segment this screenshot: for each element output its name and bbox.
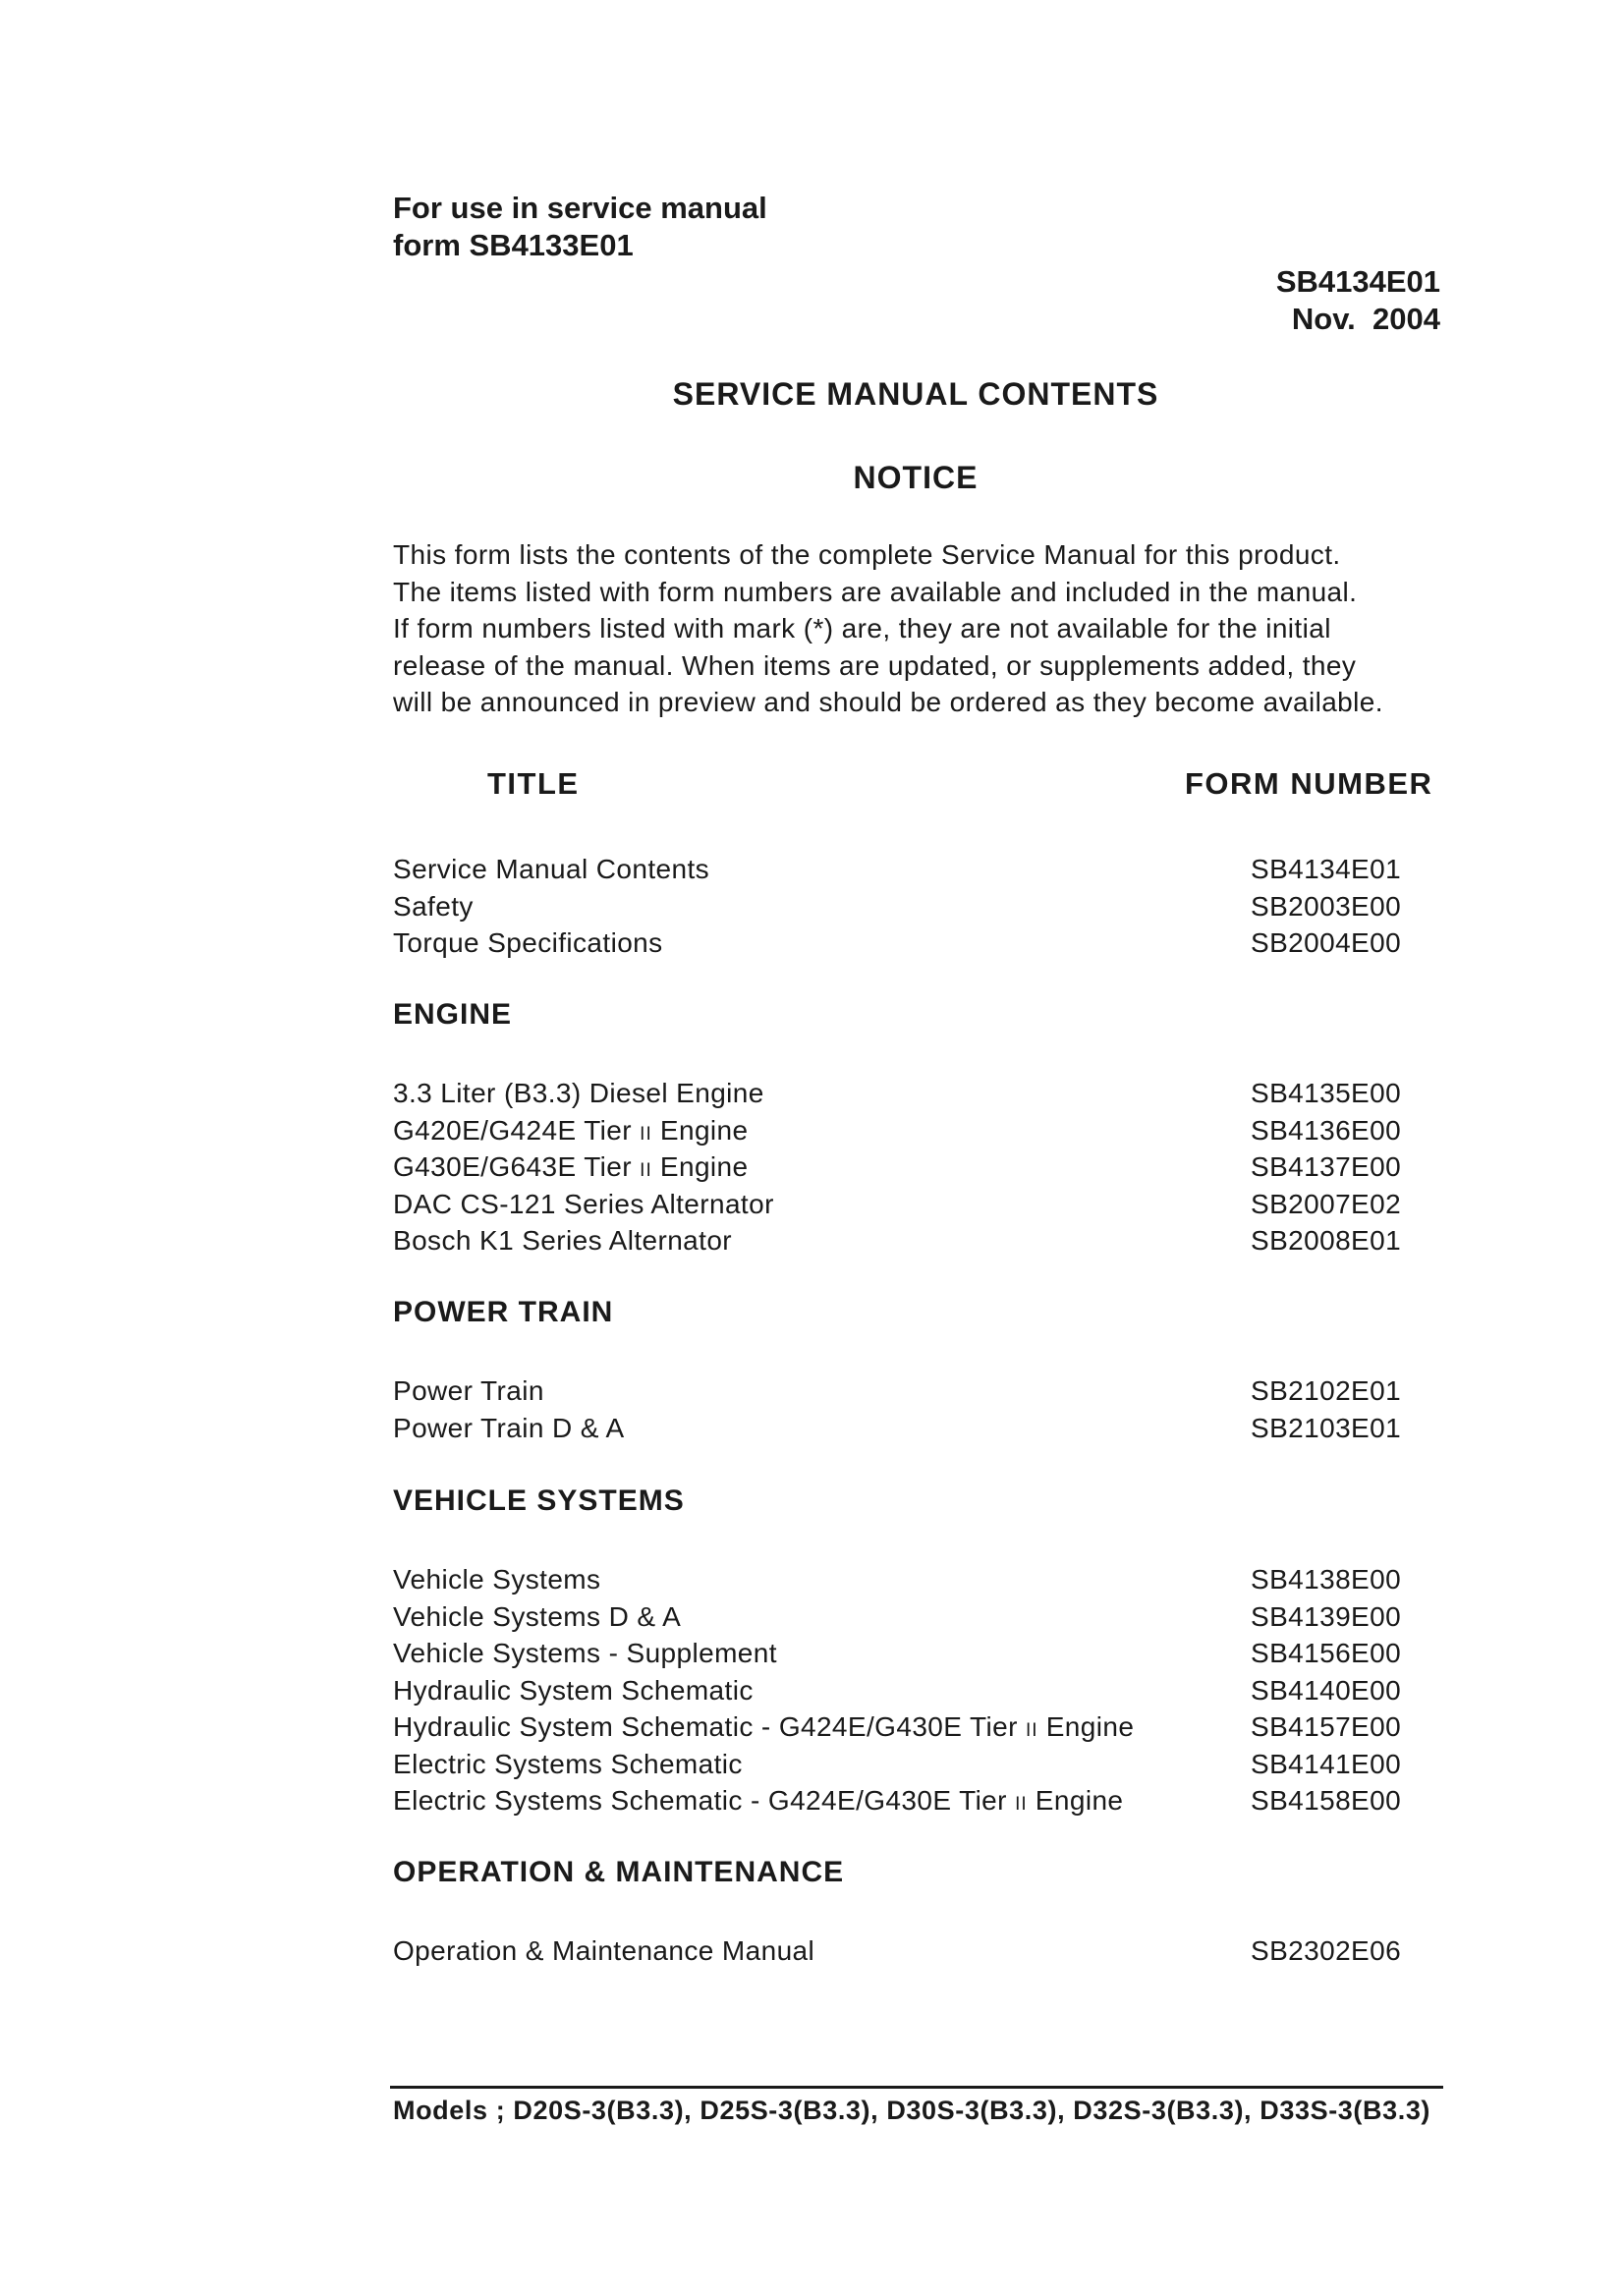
notice-paragraph [393,536,1383,721]
tier-numeral: II [640,1123,652,1145]
tier-numeral: II [1015,1794,1028,1815]
row-title-part: Engine [651,1151,749,1182]
contents-row [393,1372,1405,1410]
row-title: Hydraulic System Schematic [393,1674,754,1706]
row-title: Service Manual Contents [393,854,710,884]
row-form-number: SB2103E01 [1251,1412,1402,1443]
notice-line: This form lists the contents of the complete Service Manual for this product. [393,539,1341,570]
contents-row [393,1222,1405,1259]
row-form-number: SB4134E01 [1251,854,1402,884]
row-form-number: SB4158E00 [1251,1785,1402,1816]
row-title: Operation & Maintenance Manual [393,1935,815,1966]
row-title-part: Engine [651,1114,749,1146]
row-title [393,1708,1134,1750]
row-form-number: SB4138E00 [1251,1564,1402,1595]
contents-row [393,1672,1405,1709]
row-form-number: SB4141E00 [1251,1748,1402,1779]
row-form-number: SB2003E00 [1251,890,1402,922]
section-heading-power-train: POWER TRAIN [393,1296,614,1328]
contents-row [393,888,1405,925]
row-title: Torque Specifications [393,927,663,958]
row-title-part: G420E/G424E Tier [393,1114,641,1146]
row-title [393,1782,1123,1823]
row-form-number: SB2007E02 [1251,1188,1402,1219]
contents-row [393,1598,1405,1636]
contents-row [393,1186,1405,1223]
contents-row [393,1410,1405,1447]
row-form-number: SB2302E06 [1251,1935,1402,1966]
column-header-form-number: FORM NUMBER [1185,766,1433,801]
page-title: SERVICE MANUAL CONTENTS [672,376,1159,412]
row-title-part: G430E/G643E Tier [393,1151,641,1182]
section-heading-operation-maintenance: OPERATION & MAINTENANCE [393,1856,845,1888]
row-form-number: SB4136E00 [1251,1114,1402,1146]
header-usage-note [393,190,767,264]
footer-models: Models ; D20S-3(B3.3), D25S-3(B3.3), D30S-3(B3.3), D32S-3(B3.3), D33S-3(B3.3) [393,2096,1431,2125]
tier-numeral: II [640,1160,652,1181]
row-title: Electric Systems Schematic [393,1748,743,1779]
row-form-number: SB4139E00 [1251,1600,1402,1632]
notice-line: will be announced in preview and should be ordered as they become available. [393,687,1383,717]
row-title: Vehicle Systems - Supplement [393,1638,777,1668]
row-form-number: SB2102E01 [1251,1375,1402,1406]
contents-row [393,1148,1405,1186]
contents-row [393,1782,1405,1819]
row-form-number: SB2008E01 [1251,1225,1402,1256]
row-title: Bosch K1 Series Alternator [393,1225,733,1256]
row-title: Power Train D & A [393,1412,625,1443]
contents-row [393,1561,1405,1598]
header-date: Nov. 2004 [1291,302,1440,336]
row-title: 3.3 Liter (B3.3) Diesel Engine [393,1078,764,1108]
header-usage-line-2: form SB4133E01 [393,228,634,262]
header-form-number: SB4134E01 [1275,264,1440,299]
row-title-part: Electric Systems Schematic - G424E/G430E Tier [393,1785,1016,1816]
row-title [393,1112,749,1153]
row-form-number: SB4135E00 [1251,1078,1402,1108]
tier-numeral: II [1025,1720,1038,1741]
row-title-part: Engine [1027,1785,1124,1816]
row-title: Power Train [393,1375,544,1406]
row-form-number: SB4156E00 [1251,1638,1402,1668]
row-form-number: SB4157E00 [1251,1711,1402,1742]
notice-heading: NOTICE [853,460,979,495]
contents-row [393,1112,1405,1149]
contents-row [393,1635,1405,1672]
row-title-part: Hydraulic System Schematic - G424E/G430E Tier [393,1711,1026,1742]
notice-line: release of the manual. When items are updated, or supplements added, they [393,649,1357,681]
section-heading-vehicle-systems: VEHICLE SYSTEMS [393,1484,685,1517]
contents-row [393,1708,1405,1746]
row-title: Vehicle Systems [393,1564,601,1595]
row-form-number: SB4140E00 [1251,1674,1402,1706]
contents-row [393,1746,1405,1783]
row-title: DAC CS-121 Series Alternator [393,1188,774,1219]
contents-row [393,924,1405,962]
notice-line: The items listed with form numbers are available and included in the manual. [393,576,1358,607]
row-title-part: Engine [1037,1711,1135,1742]
contents-row [393,1932,1405,1970]
row-title: Vehicle Systems D & A [393,1600,682,1632]
notice-line: If form numbers listed with mark (*) are, they are not available for the initial [393,613,1331,644]
contents-row [393,1075,1405,1112]
row-title: Safety [393,890,474,922]
header-usage-line-1: For use in service manual [393,191,767,225]
row-form-number: SB2004E00 [1251,927,1402,958]
section-heading-engine: ENGINE [393,998,513,1031]
contents-row [393,851,1405,888]
row-form-number: SB4137E00 [1251,1151,1402,1182]
row-title [393,1148,749,1190]
footer-rule [390,2086,1443,2089]
column-header-title: TITLE [487,766,580,801]
header-form-info [1276,263,1440,338]
